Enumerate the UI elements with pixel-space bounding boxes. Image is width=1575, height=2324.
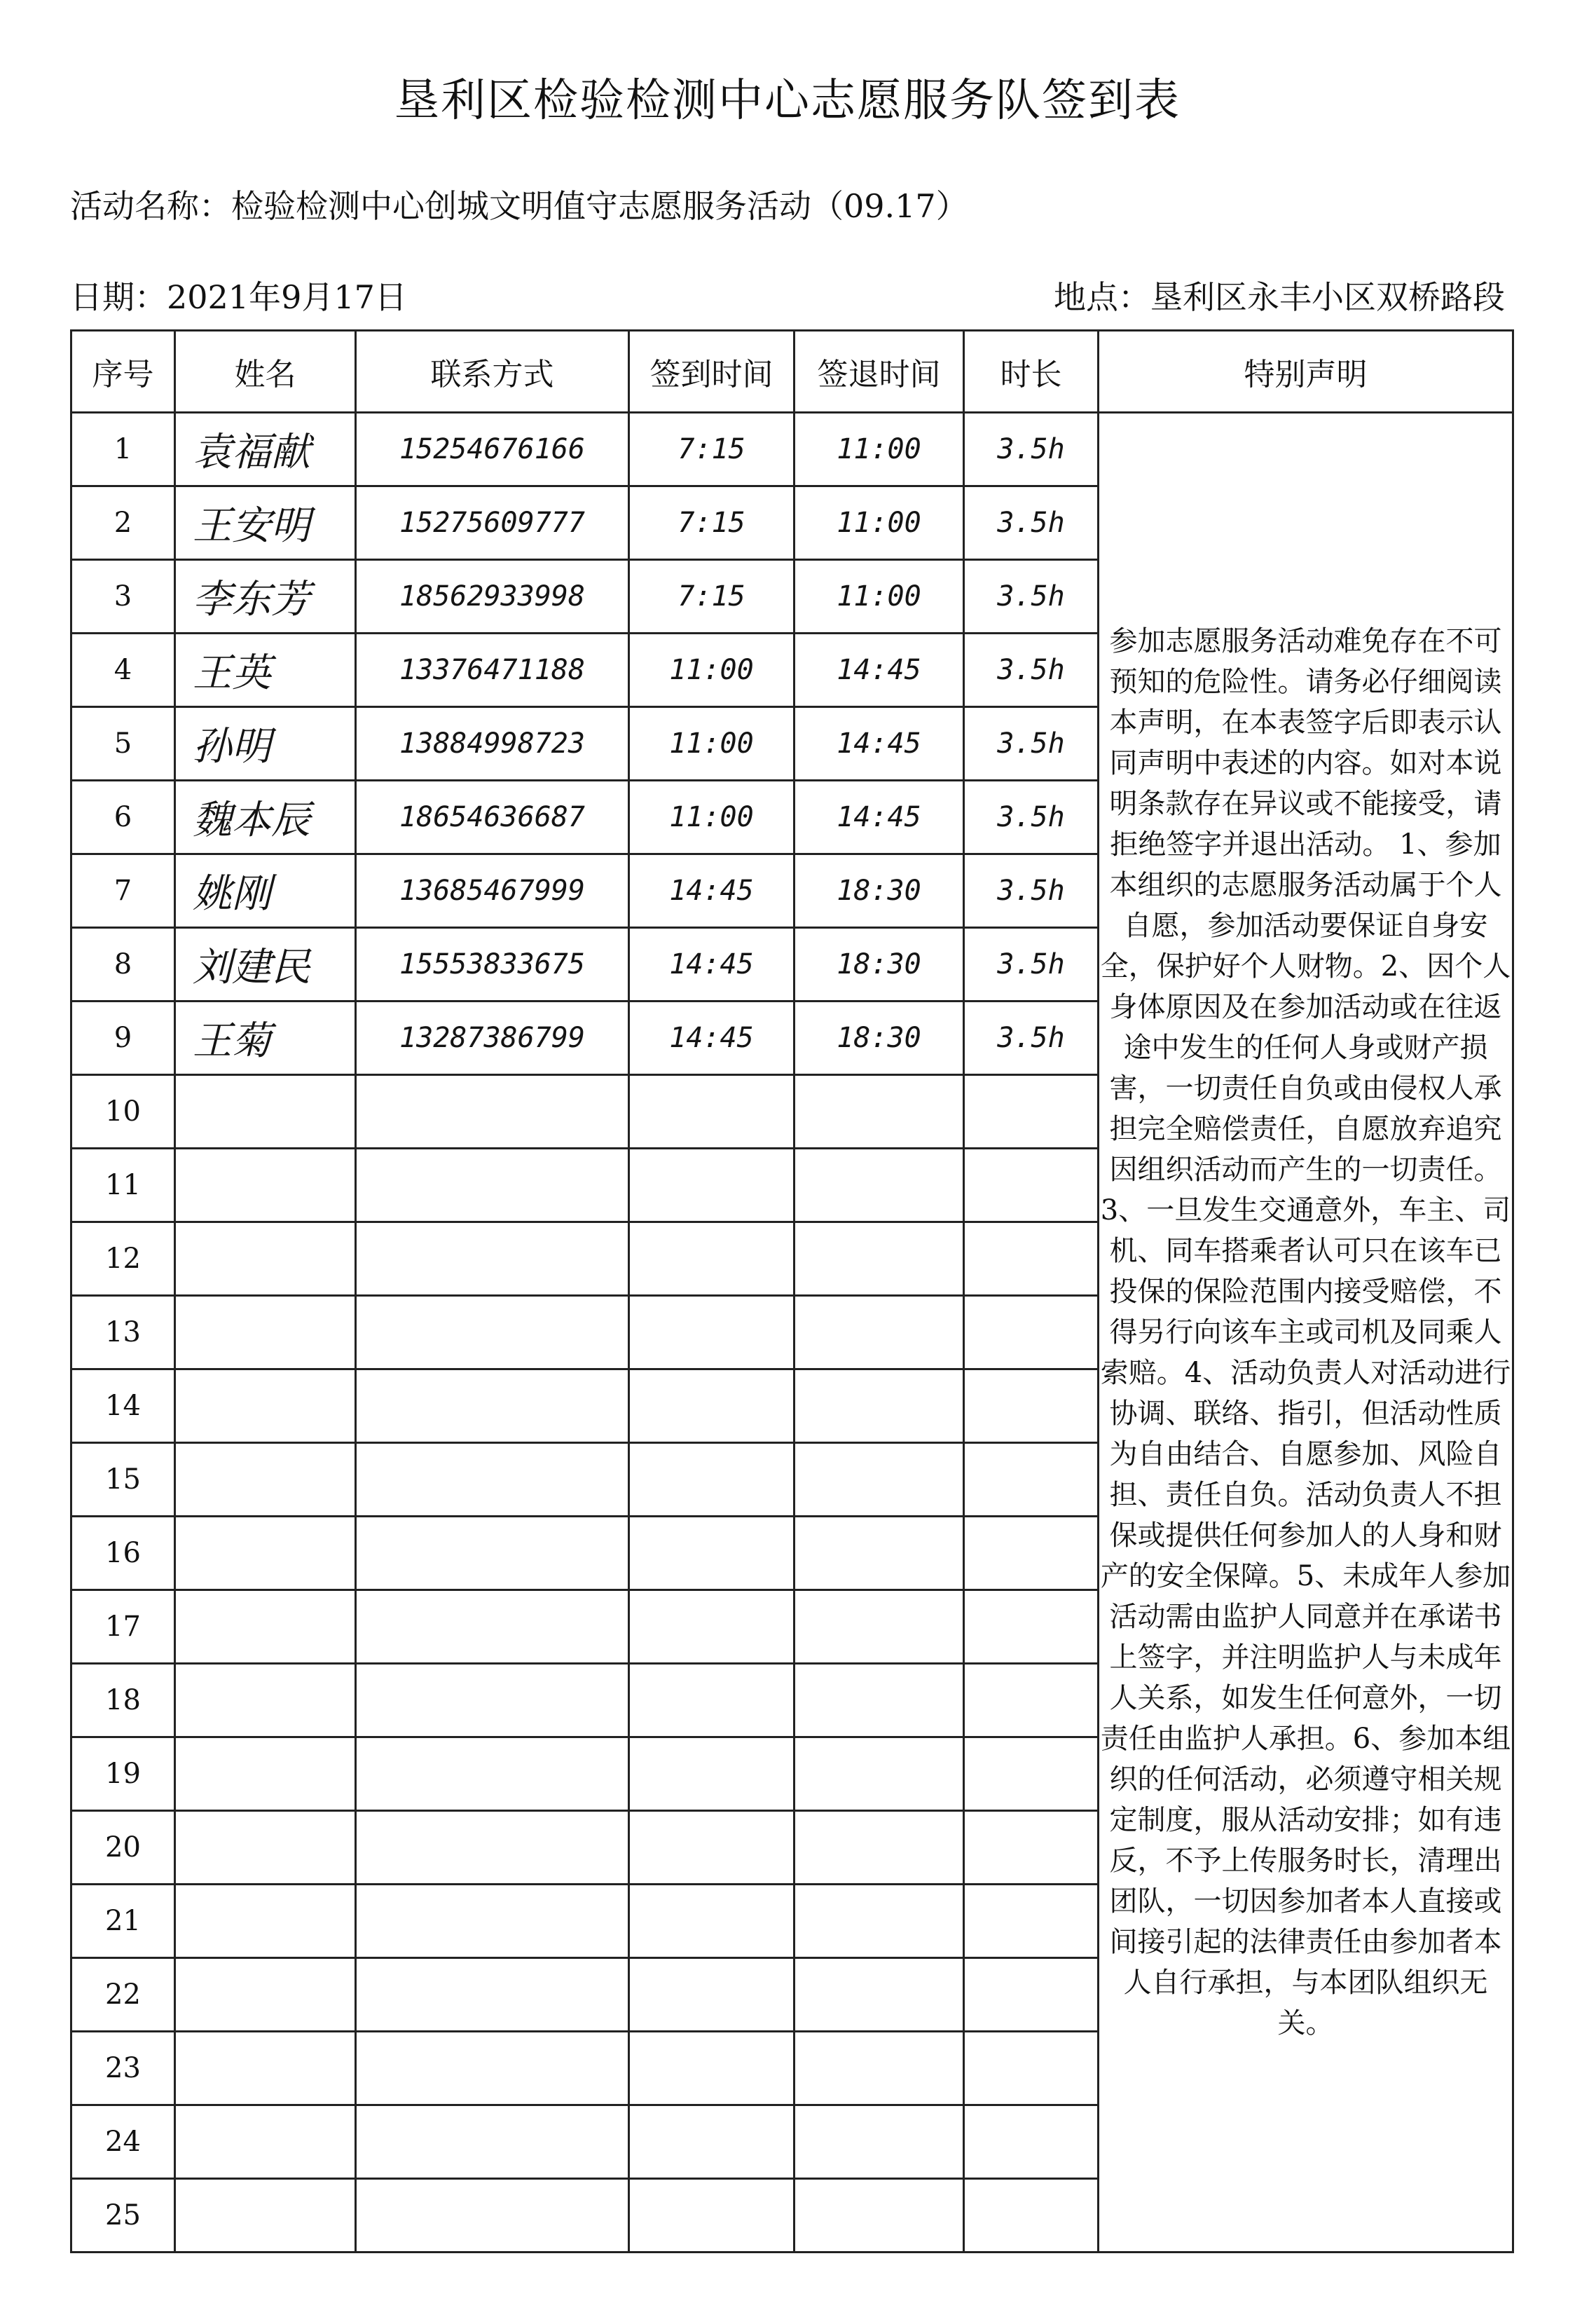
signature-name: 刘建民 [175, 928, 356, 1002]
contact-phone [356, 1958, 629, 2032]
signout-time [795, 1590, 964, 1664]
duration [964, 2105, 1099, 2179]
header-phone: 联系方式 [356, 331, 629, 413]
signature-name: 魏本辰 [175, 781, 356, 854]
row-number: 1 [71, 413, 175, 486]
signin-time: 14:45 [629, 928, 795, 1002]
signature-name [175, 1149, 356, 1222]
duration: 3.5h [964, 781, 1099, 854]
contact-phone [356, 1811, 629, 1885]
row-number: 2 [71, 486, 175, 560]
signout-time [795, 1296, 964, 1369]
row-number: 21 [71, 1885, 175, 1958]
contact-phone: 13884998723 [356, 707, 629, 781]
duration: 3.5h [964, 928, 1099, 1002]
contact-phone [356, 2105, 629, 2179]
duration: 3.5h [964, 707, 1099, 781]
signin-time [629, 1296, 795, 1369]
signout-time: 18:30 [795, 1002, 964, 1075]
signin-time [629, 2032, 795, 2105]
signout-time: 11:00 [795, 560, 964, 634]
row-number: 6 [71, 781, 175, 854]
header-name: 姓名 [175, 331, 356, 413]
row-number: 14 [71, 1369, 175, 1443]
signature-name [175, 1075, 356, 1149]
contact-phone: 13376471188 [356, 634, 629, 707]
header-statement: 特别声明 [1099, 331, 1513, 413]
row-number: 12 [71, 1222, 175, 1296]
contact-phone: 15254676166 [356, 413, 629, 486]
duration: 3.5h [964, 413, 1099, 486]
signout-time [795, 2105, 964, 2179]
duration [964, 1517, 1099, 1590]
row-number: 4 [71, 634, 175, 707]
signin-time [629, 1149, 795, 1222]
row-number: 8 [71, 928, 175, 1002]
signin-time [629, 1885, 795, 1958]
duration [964, 1222, 1099, 1296]
row-number: 22 [71, 1958, 175, 2032]
contact-phone: 18654636687 [356, 781, 629, 854]
header-duration: 时长 [964, 331, 1099, 413]
contact-phone [356, 1737, 629, 1811]
signin-time [629, 1517, 795, 1590]
signin-time [629, 1737, 795, 1811]
row-number: 23 [71, 2032, 175, 2105]
contact-phone [356, 1369, 629, 1443]
duration [964, 1811, 1099, 1885]
signout-time: 14:45 [795, 707, 964, 781]
contact-phone: 15275609777 [356, 486, 629, 560]
signin-time: 14:45 [629, 854, 795, 928]
contact-phone [356, 1443, 629, 1517]
signout-time [795, 1222, 964, 1296]
duration [964, 1737, 1099, 1811]
signin-time [629, 1075, 795, 1149]
signature-name [175, 1443, 356, 1517]
duration [964, 1590, 1099, 1664]
contact-phone [356, 1149, 629, 1222]
signout-time [795, 2032, 964, 2105]
signin-time: 11:00 [629, 781, 795, 854]
signature-name: 王安明 [175, 486, 356, 560]
signature-name [175, 1369, 356, 1443]
signature-name [175, 1958, 356, 2032]
duration [964, 2032, 1099, 2105]
signout-time [795, 2179, 964, 2253]
duration [964, 1075, 1099, 1149]
signature-name [175, 2105, 356, 2179]
row-number: 9 [71, 1002, 175, 1075]
header-no: 序号 [71, 331, 175, 413]
row-number: 17 [71, 1590, 175, 1664]
signin-table [70, 329, 1514, 2253]
signature-name [175, 1737, 356, 1811]
duration: 3.5h [964, 486, 1099, 560]
signout-time [795, 1737, 964, 1811]
signature-name [175, 1296, 356, 1369]
row-number: 19 [71, 1737, 175, 1811]
signin-time [629, 1369, 795, 1443]
signature-name: 姚刚 [175, 854, 356, 928]
activity-date: 日期：2021年9月17日 [70, 278, 407, 316]
signout-time [795, 1885, 964, 1958]
signature-name [175, 1885, 356, 1958]
signature-name: 李东芳 [175, 560, 356, 634]
duration: 3.5h [964, 560, 1099, 634]
duration [964, 1296, 1099, 1369]
contact-phone [356, 1590, 629, 1664]
activity-location: 地点：垦利区永丰小区双桥路段 [1054, 278, 1505, 316]
signout-time: 11:00 [795, 413, 964, 486]
signature-name [175, 1811, 356, 1885]
signout-time [795, 1149, 964, 1222]
contact-phone: 13287386799 [356, 1002, 629, 1075]
form-title: 垦利区检验检测中心志愿服务队签到表 [394, 75, 1181, 127]
signout-time: 14:45 [795, 781, 964, 854]
row-number: 25 [71, 2179, 175, 2253]
signature-name: 袁福献 [175, 413, 356, 486]
header-signin-time: 签到时间 [629, 331, 795, 413]
row-number: 5 [71, 707, 175, 781]
signin-time [629, 2105, 795, 2179]
special-statement: 参加志愿服务活动难免存在不可预知的危险性。请务必仔细阅读本声明，在本表签字后即表示认同声明中表述的内容。如对本说明条款存在异议或不能接受，请拒绝签字并退出活动。 1、参加本组织的志愿服务活动属于个人自愿，参加活动要保证自身安全，保护好个人财物。2、因个人身体原因及在参加活动或在往返途中发生的任何人身或财产损害，一切责任自负或由侵权人承担完全赔偿责任，自愿放弃追究因组织活动而产生的一切责任。3、一旦发生交通意外，车主、司机、同车搭乘者认可只在该车已投保的保险范围内接受赔偿，不得另行向该车主或司机及同乘人索赔。4、活动负责人对活动进行协调、联络、指引，但活动性质为自由结合、自愿参加、风险自担、责任自负。活动负责人不担保或提供任何参加人的人身和财产的安全保障。5、未成年人参加活动需由监护人同意并在承诺书上签字，并注明监护人与未成年人关系，如发生任何意外，一切责任由监护人承担。6、参加本组织的任何活动，必须遵守相关规定制度，服从活动安排；如有违反，不予上传服务时长，清理出团队，一切因参加者本人直接或间接引起的法律责任由参加者本人自行承担，与本团队组织无关。 [1099, 413, 1513, 2253]
contact-phone [356, 1296, 629, 1369]
row-number: 15 [71, 1443, 175, 1517]
duration [964, 1664, 1099, 1737]
signin-time: 11:00 [629, 707, 795, 781]
signout-time [795, 1517, 964, 1590]
header-signout-time: 签退时间 [795, 331, 964, 413]
signin-time [629, 1811, 795, 1885]
duration [964, 1885, 1099, 1958]
signin-time [629, 1664, 795, 1737]
signout-time [795, 1075, 964, 1149]
row-number: 24 [71, 2105, 175, 2179]
contact-phone [356, 1517, 629, 1590]
signin-time [629, 1590, 795, 1664]
signout-time [795, 1369, 964, 1443]
contact-phone: 13685467999 [356, 854, 629, 928]
row-number: 10 [71, 1075, 175, 1149]
row-number: 20 [71, 1811, 175, 1885]
contact-phone: 15553833675 [356, 928, 629, 1002]
contact-phone [356, 1885, 629, 1958]
contact-phone [356, 2032, 629, 2105]
contact-phone [356, 1664, 629, 1737]
signout-time [795, 1811, 964, 1885]
contact-phone [356, 1075, 629, 1149]
table-row [71, 413, 1513, 486]
signout-time [795, 1443, 964, 1517]
contact-phone: 18562933998 [356, 560, 629, 634]
signout-time [795, 1664, 964, 1737]
duration: 3.5h [964, 1002, 1099, 1075]
duration: 3.5h [964, 854, 1099, 928]
table-header-row [71, 331, 1513, 413]
duration [964, 1443, 1099, 1517]
row-number: 7 [71, 854, 175, 928]
row-number: 13 [71, 1296, 175, 1369]
signout-time: 11:00 [795, 486, 964, 560]
row-number: 11 [71, 1149, 175, 1222]
signout-time: 18:30 [795, 854, 964, 928]
signout-time [795, 1958, 964, 2032]
duration [964, 1958, 1099, 2032]
signin-time: 7:15 [629, 486, 795, 560]
signature-name [175, 1664, 356, 1737]
signature-name [175, 2179, 356, 2253]
row-number: 3 [71, 560, 175, 634]
contact-phone [356, 2179, 629, 2253]
contact-phone [356, 1222, 629, 1296]
row-number: 18 [71, 1664, 175, 1737]
duration [964, 2179, 1099, 2253]
signature-name: 王菊 [175, 1002, 356, 1075]
signature-name [175, 2032, 356, 2105]
duration: 3.5h [964, 634, 1099, 707]
signout-time: 14:45 [795, 634, 964, 707]
signin-time: 14:45 [629, 1002, 795, 1075]
signature-name [175, 1517, 356, 1590]
activity-name: 活动名称：检验检测中心创城文明值守志愿服务活动（09.17） [70, 187, 968, 225]
duration [964, 1149, 1099, 1222]
signin-time [629, 1443, 795, 1517]
signature-name: 孙明 [175, 707, 356, 781]
signin-time [629, 2179, 795, 2253]
signin-time [629, 1958, 795, 2032]
row-number: 16 [71, 1517, 175, 1590]
signin-time: 7:15 [629, 560, 795, 634]
signature-name: 王英 [175, 634, 356, 707]
signature-name [175, 1590, 356, 1664]
duration [964, 1369, 1099, 1443]
signout-time: 18:30 [795, 928, 964, 1002]
signin-time: 11:00 [629, 634, 795, 707]
signin-time [629, 1222, 795, 1296]
signin-time: 7:15 [629, 413, 795, 486]
signature-name [175, 1222, 356, 1296]
